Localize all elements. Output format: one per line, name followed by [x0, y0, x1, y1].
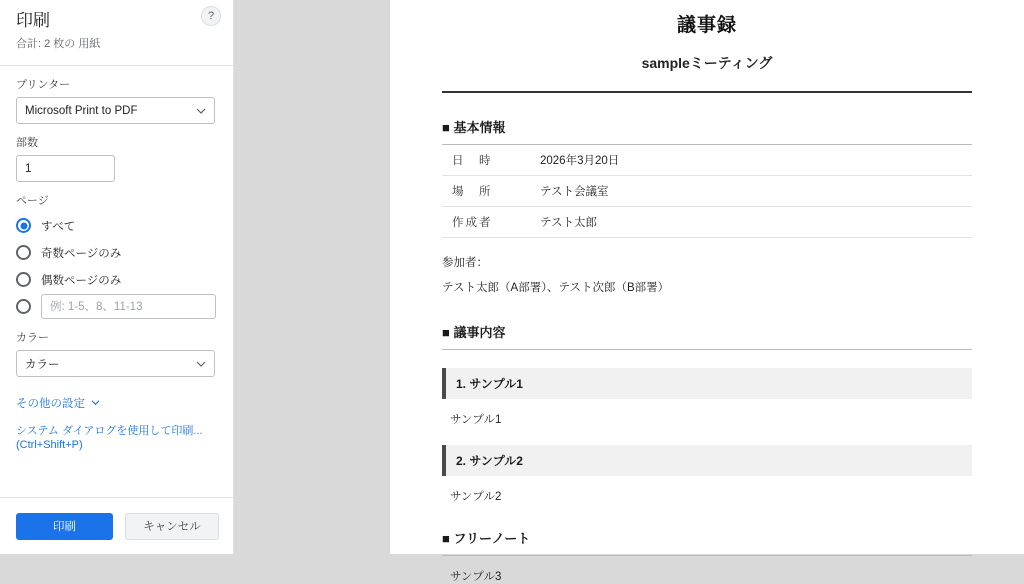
print-dialog-body: [0, 66, 233, 511]
agenda-rule: [442, 349, 972, 350]
chevron-down-icon: [91, 398, 100, 407]
color-selected-value: カラー: [25, 358, 60, 371]
free-note-heading: ■ フリーノート: [442, 531, 531, 546]
table-row: [442, 176, 972, 207]
print-dialog-footer: [0, 497, 233, 554]
row-label: 日 時: [442, 145, 530, 176]
pages-option-custom[interactable]: [16, 294, 217, 319]
radio-icon[interactable]: [16, 272, 31, 287]
print-dialog-header: [0, 0, 233, 59]
pages-custom-input[interactable]: [41, 294, 216, 319]
chevron-down-icon: [196, 106, 206, 116]
participants-label: 参加者：: [442, 257, 488, 269]
more-settings-label: その他の設定: [16, 398, 85, 410]
print-dialog: [0, 0, 234, 554]
table-row: [442, 207, 972, 238]
row-label: 作成者: [442, 207, 530, 238]
basic-info-table: [442, 145, 972, 238]
pages-option-even[interactable]: [16, 267, 217, 292]
print-button[interactable]: 印刷: [16, 513, 113, 540]
participants-value: テスト太郎（A部署）、テスト次郎（B部署）: [442, 282, 670, 294]
row-value: 2026年3月20日: [530, 145, 972, 176]
radio-icon[interactable]: [16, 299, 31, 314]
agenda-item-heading: 1. サンプル1: [442, 368, 972, 399]
more-settings-toggle[interactable]: [16, 395, 100, 411]
color-select[interactable]: [16, 350, 215, 377]
row-value: テスト太郎: [530, 207, 972, 238]
copies-input[interactable]: [16, 155, 115, 182]
title-rule: [442, 91, 972, 93]
pages-option-odd-label: 奇数ページのみ: [41, 247, 122, 260]
help-icon[interactable]: ?: [201, 6, 221, 26]
table-row: [442, 145, 972, 176]
agenda-item-heading: 2. サンプル2: [442, 445, 972, 476]
radio-icon[interactable]: [16, 245, 31, 260]
cancel-button[interactable]: キャンセル: [125, 513, 219, 540]
print-preview-area[interactable]: [234, 0, 1024, 583]
document-subtitle: sampleミーティング: [641, 55, 773, 71]
color-label: カラー: [16, 332, 49, 344]
pages-option-all-label: すべて: [41, 220, 76, 233]
agenda-item-body: サンプル2: [450, 491, 502, 503]
print-summary: 合計: 2 枚の 用紙: [16, 38, 101, 50]
row-label: 場 所: [442, 176, 530, 207]
basic-info-heading: ■ 基本情報: [442, 120, 506, 135]
printer-selected-value: Microsoft Print to PDF: [25, 104, 138, 117]
pages-label: ページ: [16, 195, 49, 207]
document-title: 議事録: [676, 15, 737, 36]
pages-option-odd[interactable]: [16, 240, 217, 265]
system-dialog-link[interactable]: システム ダイアログを使用して印刷... (Ctrl+Shift+P): [16, 425, 203, 451]
chevron-down-icon: [196, 359, 206, 369]
pages-option-even-label: 偶数ページのみ: [41, 274, 122, 287]
printer-select[interactable]: [16, 97, 215, 124]
print-dialog-title: 印刷: [16, 11, 50, 30]
free-note-body: サンプル3: [450, 571, 502, 583]
agenda-heading: ■ 議事内容: [442, 325, 506, 340]
radio-icon[interactable]: [16, 218, 31, 233]
free-note-rule: [442, 555, 972, 556]
document-page: [390, 0, 1024, 583]
agenda-item-body: サンプル1: [450, 414, 502, 426]
row-value: テスト会議室: [530, 176, 972, 207]
pages-option-all[interactable]: [16, 213, 217, 238]
printer-label: プリンター: [16, 79, 71, 91]
copies-label: 部数: [16, 137, 38, 149]
